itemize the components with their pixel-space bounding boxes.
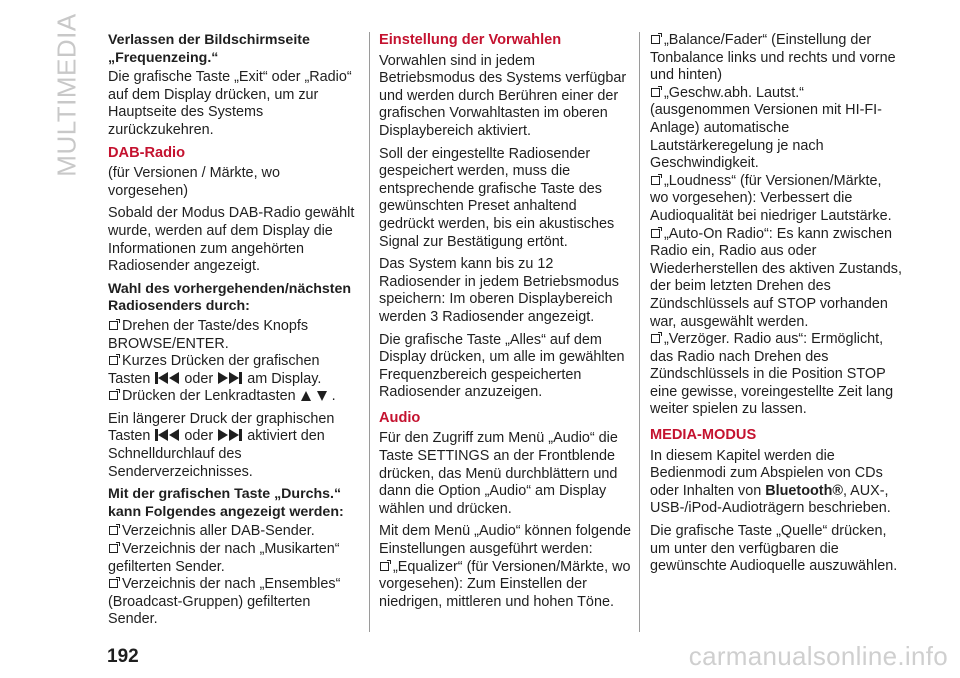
list-item-text: . [331, 388, 336, 405]
list-item-text: Drehen der Taste/des Knopfs BROWSE/ENTER. [108, 317, 309, 352]
text-fragment: , AUX-, USB-/iPod-Audioträgern beschrieben. [650, 482, 891, 517]
bullet-icon [651, 229, 660, 238]
text-fragment: In diesem Kapitel werden die Bedienmodi zum Abspielen von CDs oder Inhalten von [650, 447, 883, 499]
list-item [650, 226, 902, 332]
text-fragment: Ein längerer Druck der graphischen Tasten [108, 410, 335, 445]
column-1 [108, 32, 356, 629]
bullet-icon [109, 356, 118, 365]
previous-track-icon [154, 371, 180, 385]
steering-wheel-up-icon [300, 390, 312, 402]
paragraph-long-press [108, 411, 356, 481]
paragraph-exit: Die grafische Taste „Exit“ oder „Radio“ auf dem Display drücken, um zur Hauptseite des Systems zurückzukehren. [108, 69, 352, 138]
page-number: 192 [107, 646, 139, 667]
column-divider [639, 32, 640, 632]
list-item [650, 85, 902, 173]
list-item [108, 576, 356, 629]
bullet-icon [651, 35, 660, 44]
bluetooth-term: Bluetooth® [765, 482, 843, 499]
paragraph-audio-2: Mit dem Menü „Audio“ können folgende Einstellungen ausgeführt werden: [379, 523, 631, 558]
bullet-icon [109, 321, 118, 330]
bullet-icon [109, 579, 118, 588]
text-fragment: aktiviert den Schnelldurchlauf des Senderverzeichnisses. [108, 428, 325, 480]
next-track-icon [217, 371, 243, 385]
list-item-text: Verzeichnis der nach „Musikarten“ gefilterten Sender. [108, 541, 340, 575]
list-item [108, 318, 356, 353]
list-item-text: Kurzes Drücken der grafischen Tasten [108, 353, 320, 387]
paragraph-presets-4: Die grafische Taste „Alles“ auf dem Display drücken, um alle im gewählten Frequenzbereich gespeicherten Radiosender anzuzeigen. [379, 331, 625, 401]
heading-presets: Einstellung der Vorwahlen [379, 32, 562, 48]
heading-browse: Mit der grafischen Taste „Durchs.“ kann Folgendes angezeigt werden: [108, 486, 344, 520]
list-item [108, 541, 356, 576]
list-item-text: „Verzöger. Radio aus“: Ermöglicht, das Radio nach Drehen des Zündschlüssels in die Position STOP eine gewisse, voreingestellte Zeit lang weiter spielen zu lassen. [650, 331, 894, 418]
list-item-text: „Geschw.abh. Lautst.“ (ausgenommen Versionen mit HI-FI-Anlage) automatische Lautstärkeregelung je nach Geschwindigkeit. [650, 84, 882, 172]
paragraph-media-1 [650, 448, 902, 518]
bullet-icon [109, 544, 118, 553]
bullet-icon [109, 391, 118, 400]
list-item [650, 32, 902, 85]
list-item-text: „Balance/Fader“ (Einstellung der Tonbalance links und rechts und vorne und hinten) [650, 32, 896, 84]
list-item-text: Verzeichnis aller DAB-Sender. [122, 523, 315, 540]
list-item-text: am Display. [247, 370, 322, 387]
column-2 [379, 32, 631, 611]
next-track-icon [217, 428, 243, 442]
paragraph-dab: Sobald der Modus DAB-Radio gewählt wurde, werden auf dem Display die Informationen zum angehörten Radiosender angezeigt. [108, 205, 355, 275]
list-item-text: „Auto-On Radio“: Es kann zwischen Radio ein, Radio aus oder Wiederherstellen des aktiven Zustands, der beim letzten Drehen des Zündschlüssels auf STOP vorhanden war, ausgewählt werden. [650, 225, 902, 330]
paragraph-presets-1: Vorwahlen sind in jedem Betriebsmodus des Systems verfügbar und werden durch Berühren einer der grafischen Vorwahltasten im oberen Displaybereich aktiviert. [379, 52, 627, 139]
heading-select-station: Wahl des vorhergehenden/nächsten Radiosenders durch: [108, 280, 352, 315]
paragraph-presets-3: Das System kann bis zu 12 Radiosender in jedem Betriebsmodus speichern: Im oberen Displaybereich werden 3 Radiosender angezeigt. [379, 256, 619, 325]
bullet-icon [109, 526, 118, 535]
list-item [650, 331, 902, 419]
list-item-text: „Loudness“ (für Versionen/Märkte, wo vorgesehen): Verbessert die Audioqualität bei niedriger Lautstärke. [650, 172, 892, 224]
paragraph-versions: (für Versionen / Märkte, wo vorgesehen) [108, 165, 280, 199]
steering-wheel-down-icon [316, 390, 328, 402]
section-tab-label: MULTIMEDIA [51, 13, 82, 177]
heading-exit-frequency: Verlassen der Bildschirmseite „Frequenzeing.“ [108, 32, 310, 66]
bullet-icon [651, 176, 660, 185]
paragraph-audio-1: Für den Zugriff zum Menü „Audio“ die Taste SETTINGS an der Frontblende drücken, das Menü durchblättern und dann die Option „Audio“ am Display wählen und drücken. [379, 430, 618, 517]
paragraph-presets-2: Soll der eingestellte Radiosender gespeichert werden, muss die entsprechende grafische Taste des gewünschten Preset anhaltend gedrückt werden, bis ein akustisches Signal zur Bestätigung ertönt. [379, 145, 615, 250]
list-item [650, 173, 902, 226]
list-item [379, 559, 631, 612]
text-fragment: oder [184, 428, 214, 445]
list-item [108, 523, 356, 541]
list-item-text: Drücken der Lenkradtasten [122, 388, 296, 405]
bullet-icon [651, 334, 660, 343]
bullet-icon [651, 88, 660, 97]
bullet-icon [380, 562, 389, 571]
heading-audio: Audio [379, 409, 421, 426]
list-item [108, 353, 356, 388]
list-item-text: Verzeichnis der nach „Ensembles“ (Broadcast-Gruppen) gefilterten Sender. [108, 576, 341, 628]
list-item [108, 388, 356, 406]
section-tab [51, 13, 82, 177]
previous-track-icon [154, 428, 180, 442]
column-divider [369, 32, 370, 632]
column-3 [650, 32, 902, 581]
heading-media-mode: MEDIA-MODUS [650, 427, 757, 444]
watermark: carmanualsonline.info [688, 641, 948, 671]
list-item-text: oder [184, 370, 214, 387]
list-item-text: „Equalizer“ (für Versionen/Märkte, wo vorgesehen): Zum Einstellen der niedrigen, mittleren und hohen Töne. [379, 558, 631, 610]
heading-dab-radio: DAB-Radio [108, 144, 186, 161]
paragraph-media-2: Die grafische Taste „Quelle“ drücken, um unter den verfügbaren die gewünschte Audioquelle auszuwählen. [650, 523, 898, 575]
